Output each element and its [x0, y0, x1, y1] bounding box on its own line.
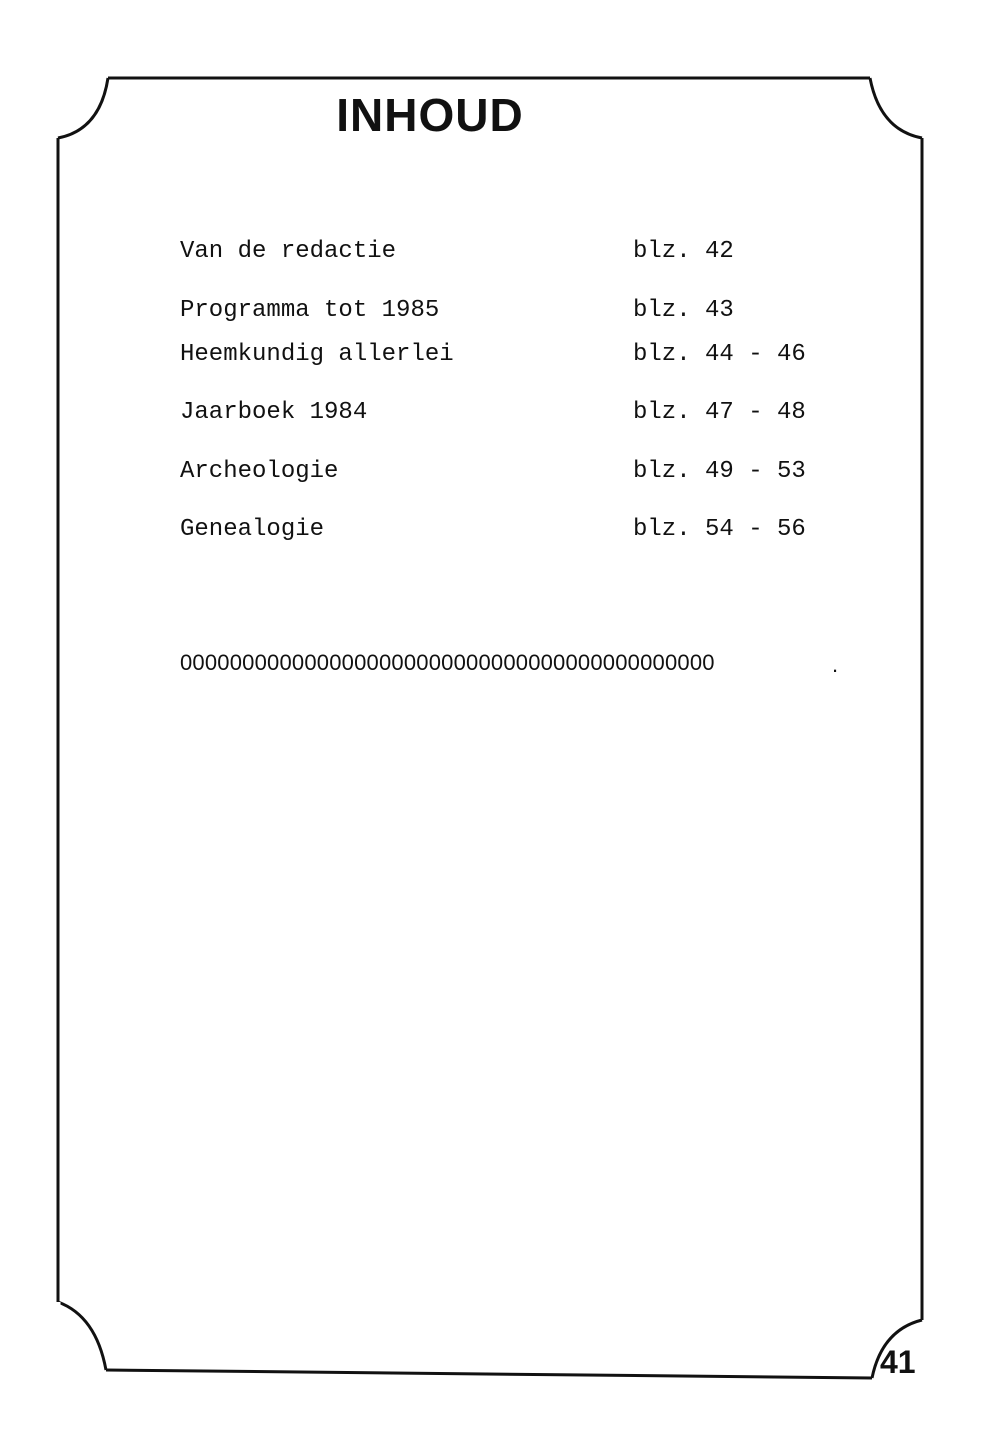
toc-row	[180, 399, 840, 433]
toc-row	[180, 238, 840, 272]
toc-row	[180, 297, 840, 331]
toc-entry-pages: blz. 54 - 56	[633, 516, 806, 543]
toc-entry-title: Genealogie	[180, 516, 325, 543]
toc-entry-title: Heemkundig allerlei	[180, 341, 454, 368]
toc-entry-pages: blz. 44 - 46	[633, 341, 806, 368]
toc-entry-pages: blz. 49 - 53	[633, 458, 806, 485]
toc-entry-title: Jaarboek 1984	[180, 399, 368, 426]
toc-entry-pages: blz. 42	[633, 238, 734, 265]
toc-entry-pages: blz. 47 - 48	[633, 399, 806, 426]
toc-entry-title: Programma tot 1985	[180, 297, 440, 324]
toc-entry-title: Van de redactie	[180, 238, 397, 265]
page-number: 41	[880, 1344, 916, 1380]
toc-entry-title: Archeologie	[180, 458, 339, 485]
toc-row	[180, 458, 840, 492]
toc-row	[180, 341, 840, 375]
toc-row	[180, 516, 840, 550]
toc-entry-pages: blz. 43	[633, 297, 734, 324]
page-title: INHOUD	[336, 89, 524, 141]
separator-line: 0000000000000000000000000000000000000000000	[180, 650, 715, 675]
separator-end-dot: .	[832, 652, 839, 677]
